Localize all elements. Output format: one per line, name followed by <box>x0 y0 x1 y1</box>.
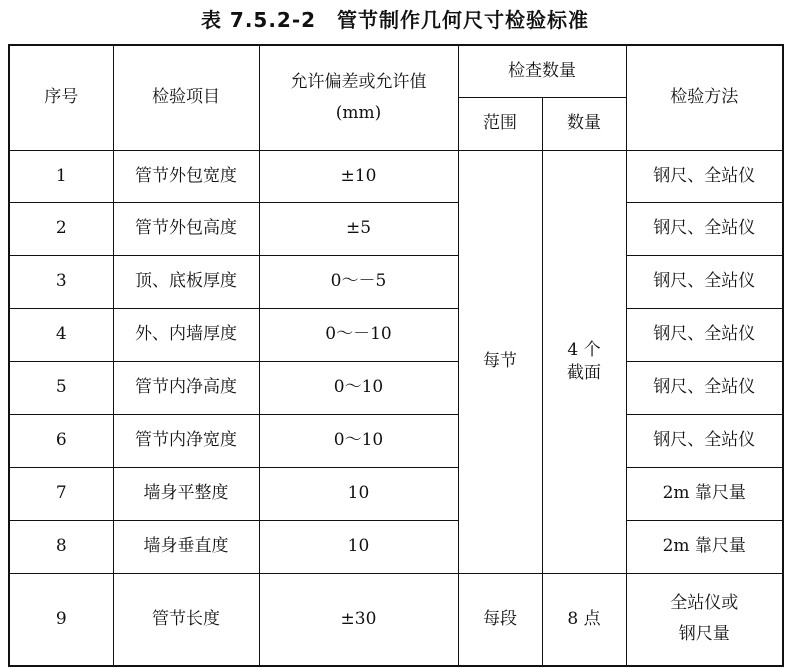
cell-item: 墙身垂直度 <box>113 520 259 573</box>
cell-method <box>626 573 783 666</box>
header-item: 检验项目 <box>113 45 259 150</box>
header-check-quantity: 检查数量 <box>458 45 626 97</box>
cell-range-merged: 每节 <box>458 150 542 573</box>
cell-tolerance: ±5 <box>259 202 458 255</box>
table-row <box>9 467 783 520</box>
cell-tolerance: 10 <box>259 520 458 573</box>
cell-seq: 5 <box>9 361 113 414</box>
cell-method: 钢尺、全站仪 <box>626 255 783 308</box>
cell-seq: 2 <box>9 202 113 255</box>
cell-seq: 9 <box>9 573 113 666</box>
cell-method: 钢尺、全站仪 <box>626 414 783 467</box>
header-tolerance <box>259 45 458 150</box>
cell-tolerance: 0～10 <box>259 414 458 467</box>
cell-seq: 8 <box>9 520 113 573</box>
cell-method: 钢尺、全站仪 <box>626 361 783 414</box>
header-method: 检验方法 <box>626 45 783 150</box>
table-row <box>9 414 783 467</box>
cell-seq: 1 <box>9 150 113 202</box>
cell-seq: 7 <box>9 467 113 520</box>
cell-item: 管节外包高度 <box>113 202 259 255</box>
header-tolerance-label: 允许偏差或允许值 <box>290 71 427 92</box>
table-row <box>9 255 783 308</box>
cell-tolerance: ±30 <box>259 573 458 666</box>
inspection-standard-table <box>8 44 784 667</box>
header-range: 范围 <box>458 97 542 150</box>
table-row <box>9 308 783 361</box>
table-title: 表 7.5.2-2 管节制作几何尺寸检验标准 <box>200 8 590 32</box>
table-row <box>9 150 783 202</box>
method-line-1: 全站仪或 <box>670 593 739 614</box>
cell-quantity: 8 点 <box>542 573 626 666</box>
table-row <box>9 202 783 255</box>
cell-seq: 6 <box>9 414 113 467</box>
cell-tolerance: ±10 <box>259 150 458 202</box>
header-quantity: 数量 <box>542 97 626 150</box>
cell-method: 钢尺、全站仪 <box>626 202 783 255</box>
table-row <box>9 361 783 414</box>
table-row <box>9 520 783 573</box>
cell-item: 顶、底板厚度 <box>113 255 259 308</box>
cell-tolerance: 0～－10 <box>259 308 458 361</box>
cell-item: 管节外包宽度 <box>113 150 259 202</box>
cell-seq: 3 <box>9 255 113 308</box>
cell-tolerance: 10 <box>259 467 458 520</box>
cell-item: 外、内墙厚度 <box>113 308 259 361</box>
cell-method: 钢尺、全站仪 <box>626 308 783 361</box>
cell-item: 管节内净高度 <box>113 361 259 414</box>
cell-item: 管节内净宽度 <box>113 414 259 467</box>
cell-item: 墙身平整度 <box>113 467 259 520</box>
cell-method: 钢尺、全站仪 <box>626 150 783 202</box>
cell-range: 每段 <box>458 573 542 666</box>
cell-tolerance: 0～－5 <box>259 255 458 308</box>
header-tolerance-unit: (mm) <box>335 102 382 123</box>
header-seq: 序号 <box>9 45 113 150</box>
cell-method: 2m 靠尺量 <box>626 467 783 520</box>
cell-tolerance: 0～10 <box>259 361 458 414</box>
cell-seq: 4 <box>9 308 113 361</box>
cell-item: 管节长度 <box>113 573 259 666</box>
cell-method: 2m 靠尺量 <box>626 520 783 573</box>
quantity-count: 4 个 <box>567 339 601 360</box>
method-line-2: 钢尺量 <box>678 624 730 645</box>
cell-quantity-merged <box>542 150 626 573</box>
table-row <box>9 573 783 666</box>
quantity-unit: 截面 <box>567 362 601 383</box>
